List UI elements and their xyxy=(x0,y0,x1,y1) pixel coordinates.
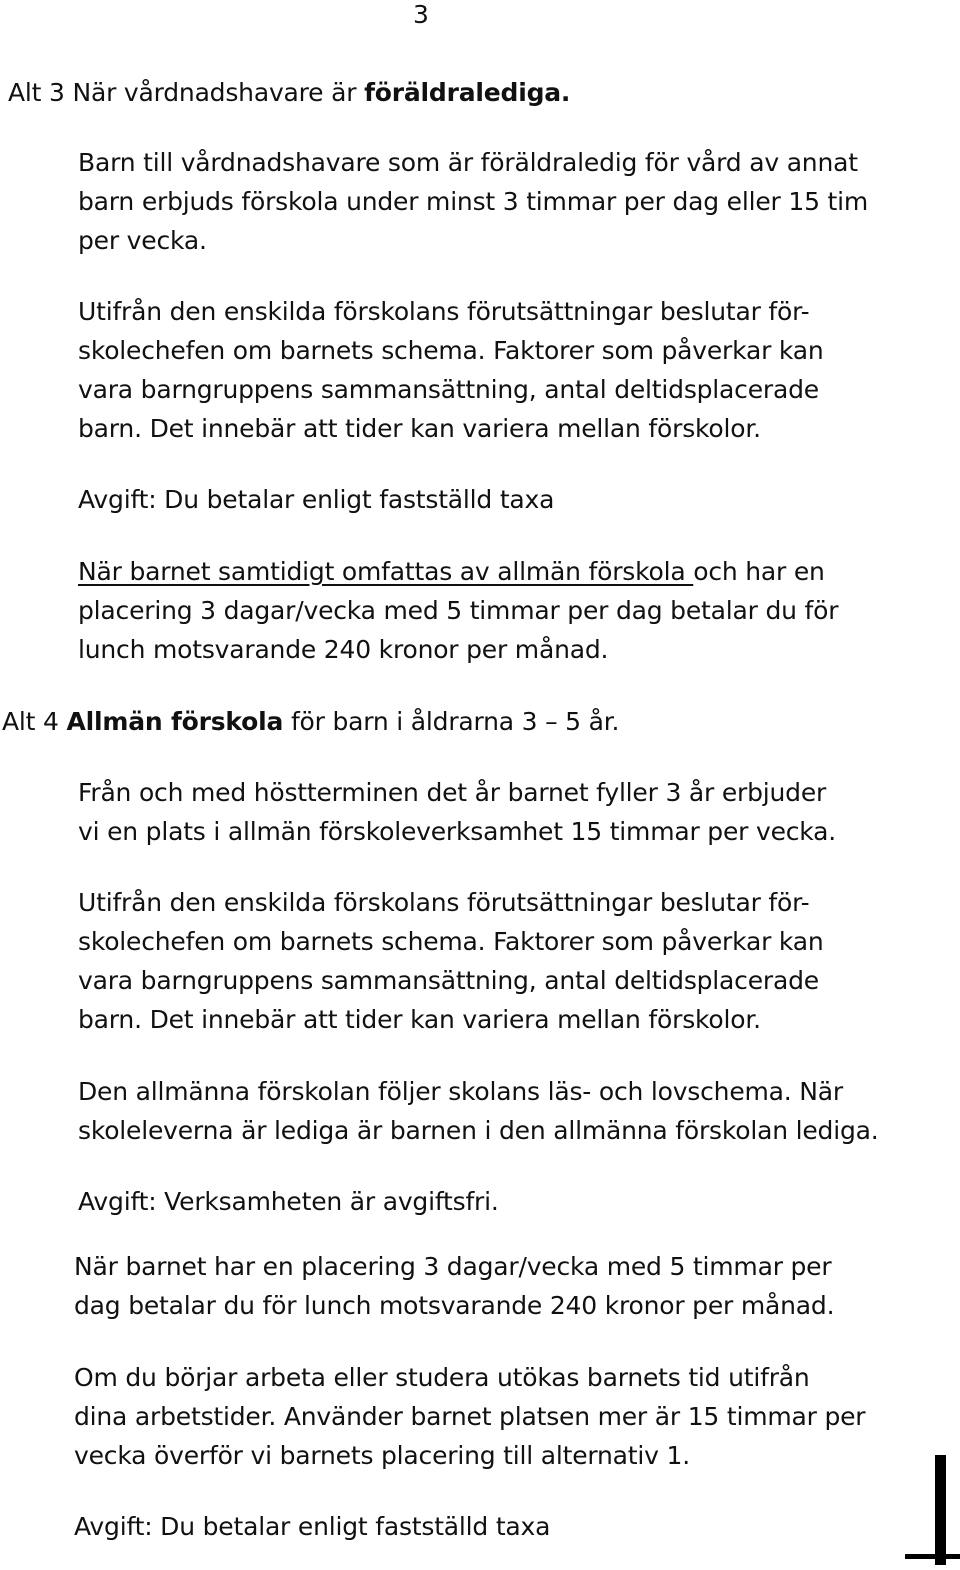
alt4-para2-line4: barn. Det innebär att tider kan variera mellan förskolor. xyxy=(78,1005,761,1034)
margin-bar xyxy=(935,1455,946,1565)
alt3-para2-line3: vara barngruppens sammansättning, antal deltidsplacerade xyxy=(78,375,819,404)
alt4-para4-line1: När barnet har en placering 3 dagar/vecka med 5 timmar per xyxy=(74,1252,832,1281)
alt4-heading-prefix: Alt 4 xyxy=(2,707,67,736)
alt4-para4-line2: dag betalar du för lunch motsvarande 240 kronor per månad. xyxy=(74,1291,835,1320)
alt3-para1-line3: per vecka. xyxy=(78,226,207,255)
alt4-para1-line2: vi en plats i allmän förskoleverksamhet 15 timmar per vecka. xyxy=(78,817,837,846)
alt3-para2-line1: Utifrån den enskilda förskolans förutsättningar beslutar för- xyxy=(78,297,810,326)
alt3-para3-line2: placering 3 dagar/vecka med 5 timmar per dag betalar du för xyxy=(78,596,839,625)
alt4-para3-line1: Den allmänna förskolan följer skolans läs- och lovschema. När xyxy=(78,1077,843,1106)
alt4-para5-line3: vecka överför vi barnets placering till alternativ 1. xyxy=(74,1441,690,1470)
alt4-fee-free: Avgift: Verksamheten är avgiftsfri. xyxy=(78,1187,499,1216)
alt4-para2-line1: Utifrån den enskilda förskolans förutsättningar beslutar för- xyxy=(78,888,810,917)
alt4-para2-line3: vara barngruppens sammansättning, antal deltidsplacerade xyxy=(78,966,819,995)
alt3-fee: Avgift: Du betalar enligt fastställd taxa xyxy=(78,485,555,514)
alt4-para3-line2: skoleleverna är lediga är barnen i den allmänna förskolan lediga. xyxy=(78,1116,879,1145)
margin-bar-base xyxy=(905,1554,960,1559)
alt4-heading-rest: för barn i åldrarna 3 – 5 år. xyxy=(283,707,620,736)
alt4-fee-taxa: Avgift: Du betalar enligt fastställd taxa xyxy=(74,1512,551,1541)
alt4-para1-line1: Från och med höstterminen det år barnet fyller 3 år erbjuder xyxy=(78,778,827,807)
alt3-para1-line1: Barn till vårdnadshavare som är föräldraledig för vård av annat xyxy=(78,148,858,177)
alt4-heading xyxy=(2,707,619,737)
alt3-para1-line2: barn erbjuds förskola under minst 3 timmar per dag eller 15 tim xyxy=(78,187,869,216)
alt3-para3-line3: lunch motsvarande 240 kronor per månad. xyxy=(78,635,609,664)
alt4-heading-bold: Allmän förskola xyxy=(66,707,284,736)
alt3-heading-bold: föräldralediga. xyxy=(364,78,571,107)
alt3-para3-rest: och har en xyxy=(693,557,825,586)
alt4-para2-line2: skolechefen om barnets schema. Faktorer som påverkar kan xyxy=(78,927,824,956)
alt3-para3-line1 xyxy=(78,557,825,587)
alt3-heading xyxy=(8,78,570,108)
alt3-heading-prefix: Alt 3 När vårdnadshavare är xyxy=(8,78,365,107)
alt3-para2-line2: skolechefen om barnets schema. Faktorer som påverkar kan xyxy=(78,336,824,365)
alt3-para2-line4: barn. Det innebär att tider kan variera mellan förskolor. xyxy=(78,414,761,443)
alt4-para5-line1: Om du börjar arbeta eller studera utökas barnets tid utifrån xyxy=(74,1363,810,1392)
alt4-para5-line2: dina arbetstider. Använder barnet platsen mer är 15 timmar per xyxy=(74,1402,866,1431)
alt3-para3-underlined: När barnet samtidigt omfattas av allmän förskola xyxy=(78,557,694,586)
page-number: 3 xyxy=(413,0,429,29)
